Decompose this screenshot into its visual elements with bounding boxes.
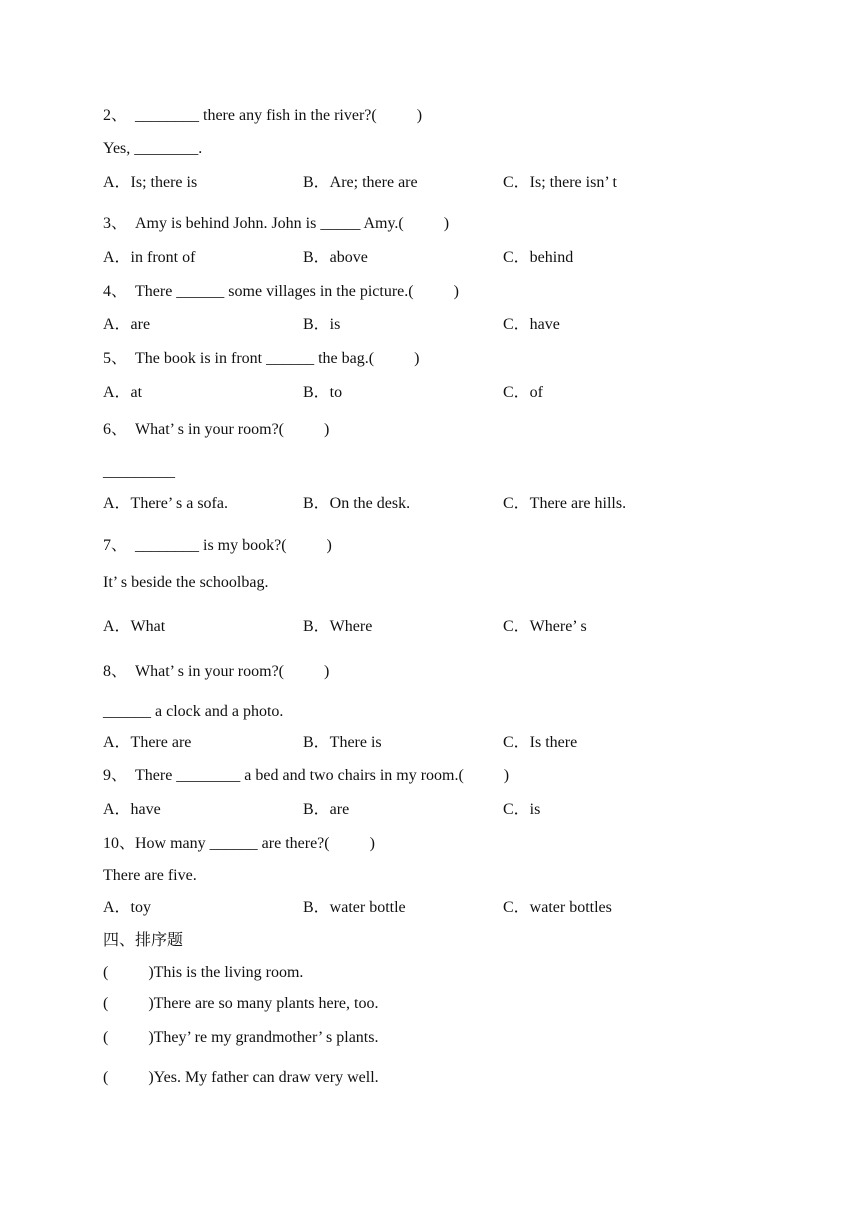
question-6-option-c: C．There are hills. bbox=[503, 495, 627, 512]
question-10-option-b: B．water bottle bbox=[303, 899, 406, 916]
question-6-stem: 6、 What’ s in your room?( ) bbox=[103, 421, 330, 438]
question-4-option-b: B．is bbox=[303, 316, 341, 333]
question-5-stem: 5、 The book is in front ______ the bag.( ) bbox=[103, 350, 420, 367]
question-8-stem: 8、 What’ s in your room?( ) bbox=[103, 663, 330, 680]
ordering-item-1: ( )This is the living room. bbox=[103, 964, 304, 981]
question-7-stem: 7、 ________ is my book?( ) bbox=[103, 537, 332, 554]
ordering-item-3: ( )They’ re my grandmother’ s plants. bbox=[103, 1029, 379, 1046]
question-7-option-c: C．Where’ s bbox=[503, 618, 587, 635]
question-6-answer-line: _________ bbox=[103, 463, 175, 480]
question-2-stem: 2、 ________ there any fish in the river?( ) bbox=[103, 107, 423, 124]
section-4-heading: 四、排序题 bbox=[103, 932, 184, 949]
question-3-stem: 3、 Amy is behind John. John is _____ Amy.( ) bbox=[103, 215, 450, 232]
question-5-option-c: C．of bbox=[503, 384, 544, 401]
question-5-option-a: A．at bbox=[103, 384, 143, 401]
question-3-option-c: C．behind bbox=[503, 249, 574, 266]
question-9-stem: 9、 There ________ a bed and two chairs in my room.( ) bbox=[103, 767, 510, 784]
question-5-option-b: B．to bbox=[303, 384, 343, 401]
question-3-option-b: B．above bbox=[303, 249, 368, 266]
question-3-option-a: A．in front of bbox=[103, 249, 196, 266]
question-8-option-b: B．There is bbox=[303, 734, 382, 751]
question-8-option-a: A．There are bbox=[103, 734, 192, 751]
question-10-option-a: A．toy bbox=[103, 899, 152, 916]
question-4-option-a: A．are bbox=[103, 316, 151, 333]
ordering-item-4: ( )Yes. My father can draw very well. bbox=[103, 1069, 379, 1086]
question-8-option-c: C．Is there bbox=[503, 734, 578, 751]
question-10-answer-line: There are five. bbox=[103, 867, 197, 884]
question-2-option-b: B．Are; there are bbox=[303, 174, 418, 191]
question-4-stem: 4、 There ______ some villages in the picture.( ) bbox=[103, 283, 459, 300]
question-6-option-b: B．On the desk. bbox=[303, 495, 411, 512]
question-9-option-b: B．are bbox=[303, 801, 350, 818]
question-7-option-b: B．Where bbox=[303, 618, 373, 635]
question-10-stem: 10、How many ______ are there?( ) bbox=[103, 835, 375, 852]
question-2-answer-line: Yes, ________. bbox=[103, 140, 203, 157]
ordering-item-2: ( )There are so many plants here, too. bbox=[103, 995, 379, 1012]
question-9-option-a: A．have bbox=[103, 801, 161, 818]
question-9-option-c: C．is bbox=[503, 801, 541, 818]
question-8-answer-line: ______ a clock and a photo. bbox=[103, 703, 284, 720]
question-2-option-a: A．Is; there is bbox=[103, 174, 198, 191]
question-10-option-c: C．water bottles bbox=[503, 899, 612, 916]
question-7-option-a: A．What bbox=[103, 618, 166, 635]
question-2-option-c: C．Is; there isn’ t bbox=[503, 174, 617, 191]
question-6-option-a: A．There’ s a sofa. bbox=[103, 495, 228, 512]
question-7-answer-line: It’ s beside the schoolbag. bbox=[103, 574, 269, 591]
question-4-option-c: C．have bbox=[503, 316, 560, 333]
